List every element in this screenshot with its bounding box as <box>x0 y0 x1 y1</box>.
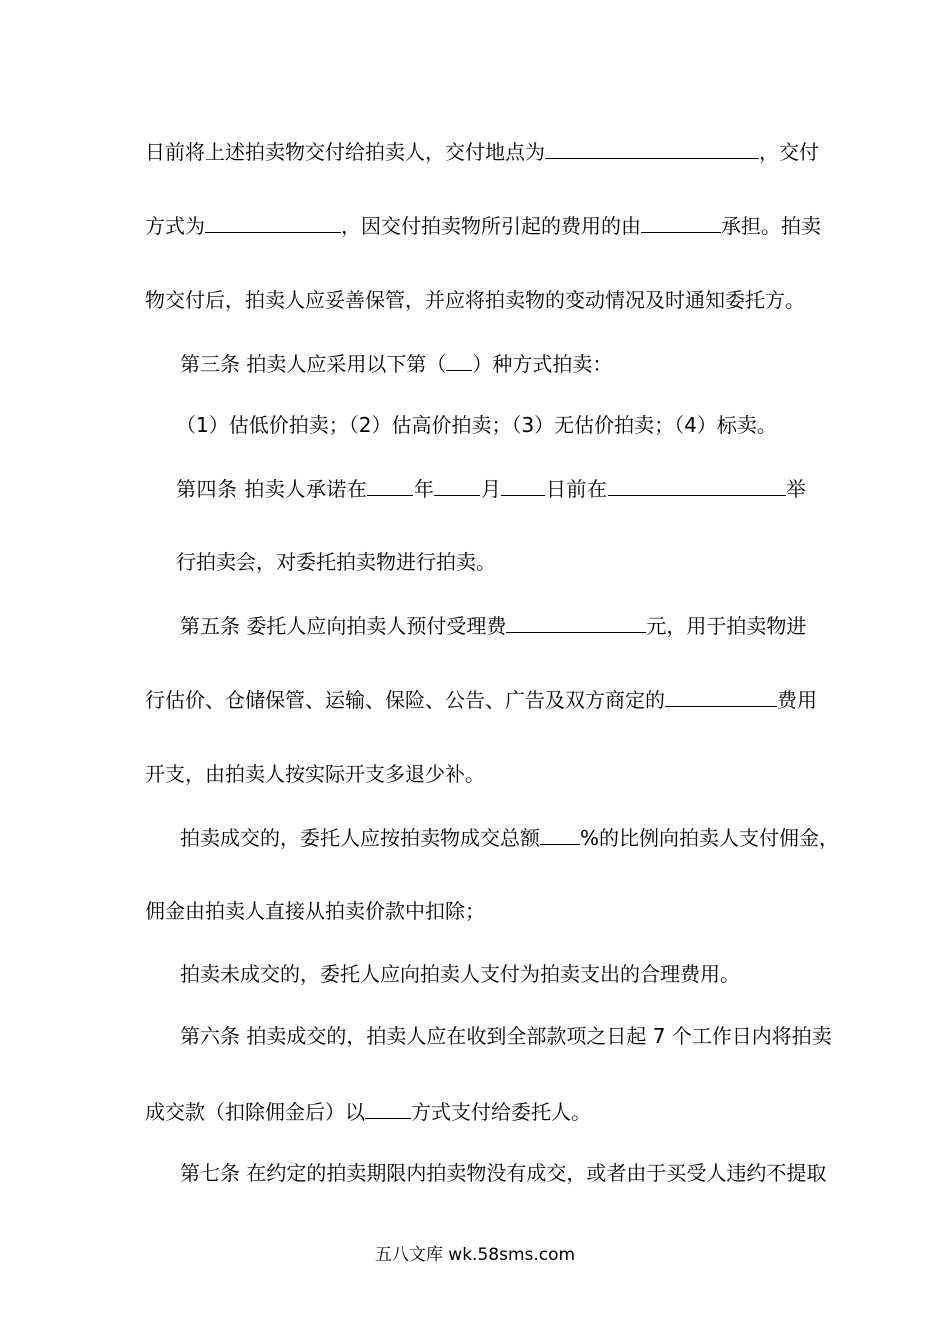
text-segment: 承担。拍卖 <box>721 214 821 238</box>
blank-month[interactable] <box>434 475 480 496</box>
blank-auction-method[interactable] <box>446 350 472 371</box>
article-3-line <box>180 350 806 377</box>
text-segment: 方式支付给委托人。 <box>411 1100 591 1124</box>
article-5-line <box>180 612 806 639</box>
text-line-13: 拍卖未成交的，委托人应向拍卖人支付为拍卖支出的合理费用。 <box>180 962 740 986</box>
auction-options-line: （1）估低价拍卖；（2）估高价拍卖；（3）无估价拍卖；（4）标卖。 <box>176 413 777 437</box>
text-segment: 方式为 <box>145 214 205 238</box>
text-line-7: 行拍卖会，对委托拍卖物进行拍卖。 <box>176 550 496 574</box>
blank-day[interactable] <box>501 475 545 496</box>
blank-cost-bearer[interactable] <box>641 212 721 233</box>
text-segment: ）种方式拍卖： <box>472 352 613 376</box>
text-segment: 日前将上述拍卖物交付给拍卖人，交付地点为 <box>145 140 545 164</box>
article-4-line <box>176 475 806 502</box>
blank-delivery-method[interactable] <box>205 212 341 233</box>
text-line-15 <box>145 1098 806 1125</box>
article-7-line: 第七条 在约定的拍卖期限内拍卖物没有成交，或者由于买受人违约不提取 <box>180 1161 827 1185</box>
text-segment: 第四条 拍卖人承诺在 <box>176 477 368 501</box>
article-6-line: 第六条 拍卖成交的，拍卖人应在收到全部款项之日起 7 个工作日内将拍卖 <box>180 1024 832 1048</box>
text-segment: %的比例向拍卖人支付佣金， <box>580 826 840 850</box>
text-line-2 <box>145 212 821 239</box>
text-line-12: 佣金由拍卖人直接从拍卖价款中扣除； <box>145 899 485 923</box>
text-segment: 年 <box>413 477 435 501</box>
text-segment: ，交付 <box>759 140 819 164</box>
blank-delivery-location[interactable] <box>545 138 759 159</box>
text-segment: 行估价、仓储保管、运输、保险、公告、广告及双方商定的 <box>145 688 665 712</box>
text-line-1 <box>145 138 819 165</box>
text-segment: 月 <box>480 477 502 501</box>
blank-other-expenses[interactable] <box>665 686 777 707</box>
commission-line <box>180 824 840 851</box>
blank-payment-method[interactable] <box>365 1098 411 1119</box>
text-segment: 举 <box>785 477 807 501</box>
page-footer: 五八文库 wk.58sms.com <box>374 1245 576 1265</box>
blank-year[interactable] <box>367 475 413 496</box>
text-segment: 元，用于拍卖物进 <box>646 614 807 638</box>
text-line-10: 开支，由拍卖人按实际开支多退少补。 <box>145 762 485 786</box>
text-line-3: 物交付后，拍卖人应妥善保管，并应将拍卖物的变动情况及时通知委托方。 <box>145 288 805 312</box>
text-segment: 第三条 拍卖人应采用以下第（ <box>180 352 447 376</box>
text-segment: 拍卖成交的，委托人应按拍卖物成交总额 <box>180 826 540 850</box>
text-segment: 第五条 委托人应向拍卖人预付受理费 <box>180 614 507 638</box>
blank-acceptance-fee[interactable] <box>506 612 646 633</box>
text-segment: 日前在 <box>545 477 608 501</box>
text-segment: 成交款（扣除佣金后）以 <box>145 1100 365 1124</box>
text-line-9 <box>145 686 817 713</box>
text-segment: 费用 <box>777 688 817 712</box>
text-segment: ，因交付拍卖物所引起的费用的由 <box>341 214 641 238</box>
blank-auction-venue[interactable] <box>608 475 786 496</box>
blank-commission-rate[interactable] <box>540 824 580 845</box>
